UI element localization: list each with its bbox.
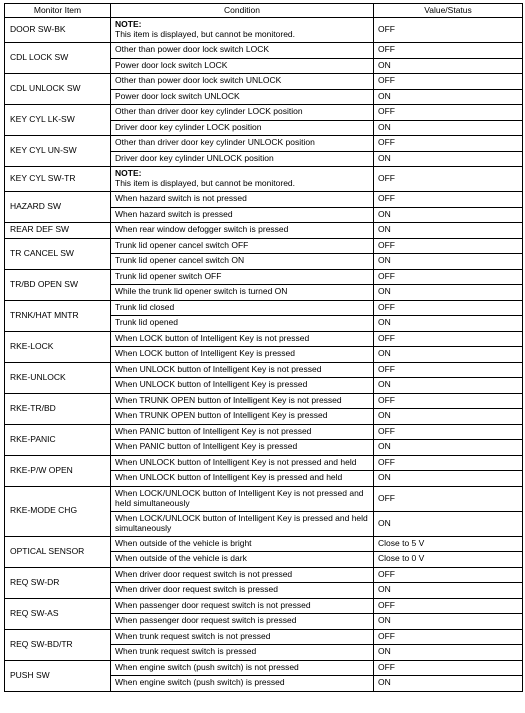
value-status-cell: ON: [374, 511, 523, 536]
header-condition: Condition: [111, 4, 374, 18]
condition-cell: When engine switch (push switch) is pressed: [111, 676, 374, 692]
condition-cell: While the trunk lid opener switch is turned ON: [111, 285, 374, 301]
monitor-item-cell: PUSH SW: [5, 660, 111, 691]
condition-cell: Trunk lid opener cancel switch OFF: [111, 238, 374, 254]
monitor-item-cell: RKE-LOCK: [5, 331, 111, 362]
condition-cell: When trunk request switch is not pressed: [111, 629, 374, 645]
monitor-item-cell: RKE-PANIC: [5, 424, 111, 455]
header-value-status: Value/Status: [374, 4, 523, 18]
condition-cell: When outside of the vehicle is bright: [111, 536, 374, 552]
table-row: [5, 362, 523, 378]
condition-cell: Trunk lid opener switch OFF: [111, 269, 374, 285]
value-status-cell: OFF: [374, 331, 523, 347]
note-text: This item is displayed, but cannot be monitored.: [115, 29, 296, 39]
condition-cell: When TRUNK OPEN button of Intelligent Key is pressed: [111, 409, 374, 425]
monitor-item-cell: TRNK/HAT MNTR: [5, 300, 111, 331]
table-row: [5, 455, 523, 471]
monitor-item-cell: REAR DEF SW: [5, 223, 111, 239]
value-status-cell: OFF: [374, 362, 523, 378]
condition-cell: Power door lock switch UNLOCK: [111, 89, 374, 105]
header-row: [5, 4, 523, 18]
condition-cell: Driver door key cylinder UNLOCK position: [111, 151, 374, 167]
value-status-cell: OFF: [374, 167, 523, 192]
table-row: [5, 43, 523, 59]
condition-cell: When passenger door request switch is pressed: [111, 614, 374, 630]
value-status-cell: ON: [374, 120, 523, 136]
condition-cell: When rear window defogger switch is pressed: [111, 223, 374, 239]
condition-cell: When hazard switch is pressed: [111, 207, 374, 223]
value-status-cell: OFF: [374, 18, 523, 43]
value-status-cell: ON: [374, 151, 523, 167]
value-status-cell: OFF: [374, 567, 523, 583]
monitor-item-cell: RKE-UNLOCK: [5, 362, 111, 393]
condition-cell: When UNLOCK button of Intelligent Key is not pressed and held: [111, 455, 374, 471]
condition-cell: When driver door request switch is pressed: [111, 583, 374, 599]
monitor-item-cell: KEY CYL LK-SW: [5, 105, 111, 136]
condition-cell: When UNLOCK button of Intelligent Key is pressed and held: [111, 471, 374, 487]
condition-cell: When hazard switch is not pressed: [111, 192, 374, 208]
value-status-cell: ON: [374, 254, 523, 270]
note-label: NOTE:: [115, 19, 142, 30]
condition-cell: Other than power door lock switch LOCK: [111, 43, 374, 59]
value-status-cell: OFF: [374, 192, 523, 208]
value-status-cell: OFF: [374, 455, 523, 471]
table-row: [5, 300, 523, 316]
monitor-item-cell: RKE-P/W OPEN: [5, 455, 111, 486]
table-row: [5, 136, 523, 152]
table-row: [5, 167, 523, 192]
condition-cell: When TRUNK OPEN button of Intelligent Key is not pressed: [111, 393, 374, 409]
table-row: [5, 486, 523, 511]
table-row: [5, 238, 523, 254]
condition-cell: Other than power door lock switch UNLOCK: [111, 74, 374, 90]
value-status-cell: OFF: [374, 43, 523, 59]
value-status-cell: ON: [374, 614, 523, 630]
table-row: [5, 18, 523, 43]
header-monitor-item: Monitor Item: [5, 4, 111, 18]
monitor-item-cell: CDL LOCK SW: [5, 43, 111, 74]
monitor-item-cell: OPTICAL SENSOR: [5, 536, 111, 567]
condition-cell: [111, 18, 374, 43]
value-status-cell: OFF: [374, 660, 523, 676]
monitor-item-cell: DOOR SW-BK: [5, 18, 111, 43]
value-status-cell: ON: [374, 316, 523, 332]
table-row: [5, 393, 523, 409]
monitor-item-cell: KEY CYL SW-TR: [5, 167, 111, 192]
condition-cell: When driver door request switch is not pressed: [111, 567, 374, 583]
monitor-item-cell: TR/BD OPEN SW: [5, 269, 111, 300]
condition-cell: When trunk request switch is pressed: [111, 645, 374, 661]
monitor-item-cell: REQ SW-DR: [5, 567, 111, 598]
value-status-cell: OFF: [374, 74, 523, 90]
condition-cell: When outside of the vehicle is dark: [111, 552, 374, 568]
value-status-cell: ON: [374, 409, 523, 425]
table-row: [5, 105, 523, 121]
condition-cell: Power door lock switch LOCK: [111, 58, 374, 74]
condition-cell: When LOCK/UNLOCK button of Intelligent Key is pressed and held simultaneously: [111, 511, 374, 536]
table-body: [5, 18, 523, 692]
value-status-cell: OFF: [374, 629, 523, 645]
value-status-cell: OFF: [374, 424, 523, 440]
value-status-cell: ON: [374, 207, 523, 223]
value-status-cell: ON: [374, 645, 523, 661]
condition-cell: Other than driver door key cylinder LOCK position: [111, 105, 374, 121]
condition-cell: When passenger door request switch is not pressed: [111, 598, 374, 614]
table-row: [5, 598, 523, 614]
condition-cell: Trunk lid opener cancel switch ON: [111, 254, 374, 270]
value-status-cell: ON: [374, 89, 523, 105]
value-status-cell: OFF: [374, 238, 523, 254]
condition-cell: When LOCK button of Intelligent Key is not pressed: [111, 331, 374, 347]
value-status-cell: ON: [374, 58, 523, 74]
condition-cell: Trunk lid closed: [111, 300, 374, 316]
value-status-cell: OFF: [374, 598, 523, 614]
table-row: [5, 629, 523, 645]
monitor-item-cell: REQ SW-BD/TR: [5, 629, 111, 660]
table-row: [5, 424, 523, 440]
condition-cell: When PANIC button of Intelligent Key is not pressed: [111, 424, 374, 440]
value-status-cell: Close to 0 V: [374, 552, 523, 568]
value-status-cell: ON: [374, 347, 523, 363]
value-status-cell: OFF: [374, 486, 523, 511]
table-row: [5, 74, 523, 90]
value-status-cell: OFF: [374, 393, 523, 409]
condition-cell: When LOCK/UNLOCK button of Intelligent Key is not pressed and held simultaneously: [111, 486, 374, 511]
condition-cell: When UNLOCK button of Intelligent Key is pressed: [111, 378, 374, 394]
table-row: [5, 567, 523, 583]
table-row: [5, 331, 523, 347]
condition-cell: [111, 167, 374, 192]
note-label: NOTE:: [115, 168, 142, 179]
condition-cell: When LOCK button of Intelligent Key is pressed: [111, 347, 374, 363]
value-status-cell: ON: [374, 471, 523, 487]
value-status-cell: ON: [374, 223, 523, 239]
value-status-cell: OFF: [374, 105, 523, 121]
table-row: [5, 536, 523, 552]
value-status-cell: ON: [374, 583, 523, 599]
condition-cell: When engine switch (push switch) is not pressed: [111, 660, 374, 676]
table-row: [5, 660, 523, 676]
monitor-item-cell: RKE-MODE CHG: [5, 486, 111, 536]
table-row: [5, 192, 523, 208]
value-status-cell: OFF: [374, 300, 523, 316]
table-row: [5, 269, 523, 285]
condition-cell: Other than driver door key cylinder UNLOCK position: [111, 136, 374, 152]
monitor-item-cell: RKE-TR/BD: [5, 393, 111, 424]
condition-cell: Trunk lid opened: [111, 316, 374, 332]
value-status-cell: ON: [374, 285, 523, 301]
monitor-item-cell: HAZARD SW: [5, 192, 111, 223]
value-status-cell: ON: [374, 378, 523, 394]
value-status-cell: OFF: [374, 269, 523, 285]
value-status-cell: OFF: [374, 136, 523, 152]
monitor-item-cell: REQ SW-AS: [5, 598, 111, 629]
condition-cell: When UNLOCK button of Intelligent Key is not pressed: [111, 362, 374, 378]
monitor-item-cell: KEY CYL UN-SW: [5, 136, 111, 167]
monitor-item-table: [4, 3, 523, 692]
condition-cell: When PANIC button of Intelligent Key is pressed: [111, 440, 374, 456]
value-status-cell: Close to 5 V: [374, 536, 523, 552]
value-status-cell: ON: [374, 676, 523, 692]
monitor-item-cell: TR CANCEL SW: [5, 238, 111, 269]
table-row: [5, 223, 523, 239]
note-text: This item is displayed, but cannot be monitored.: [115, 178, 296, 188]
value-status-cell: ON: [374, 440, 523, 456]
monitor-item-cell: CDL UNLOCK SW: [5, 74, 111, 105]
condition-cell: Driver door key cylinder LOCK position: [111, 120, 374, 136]
